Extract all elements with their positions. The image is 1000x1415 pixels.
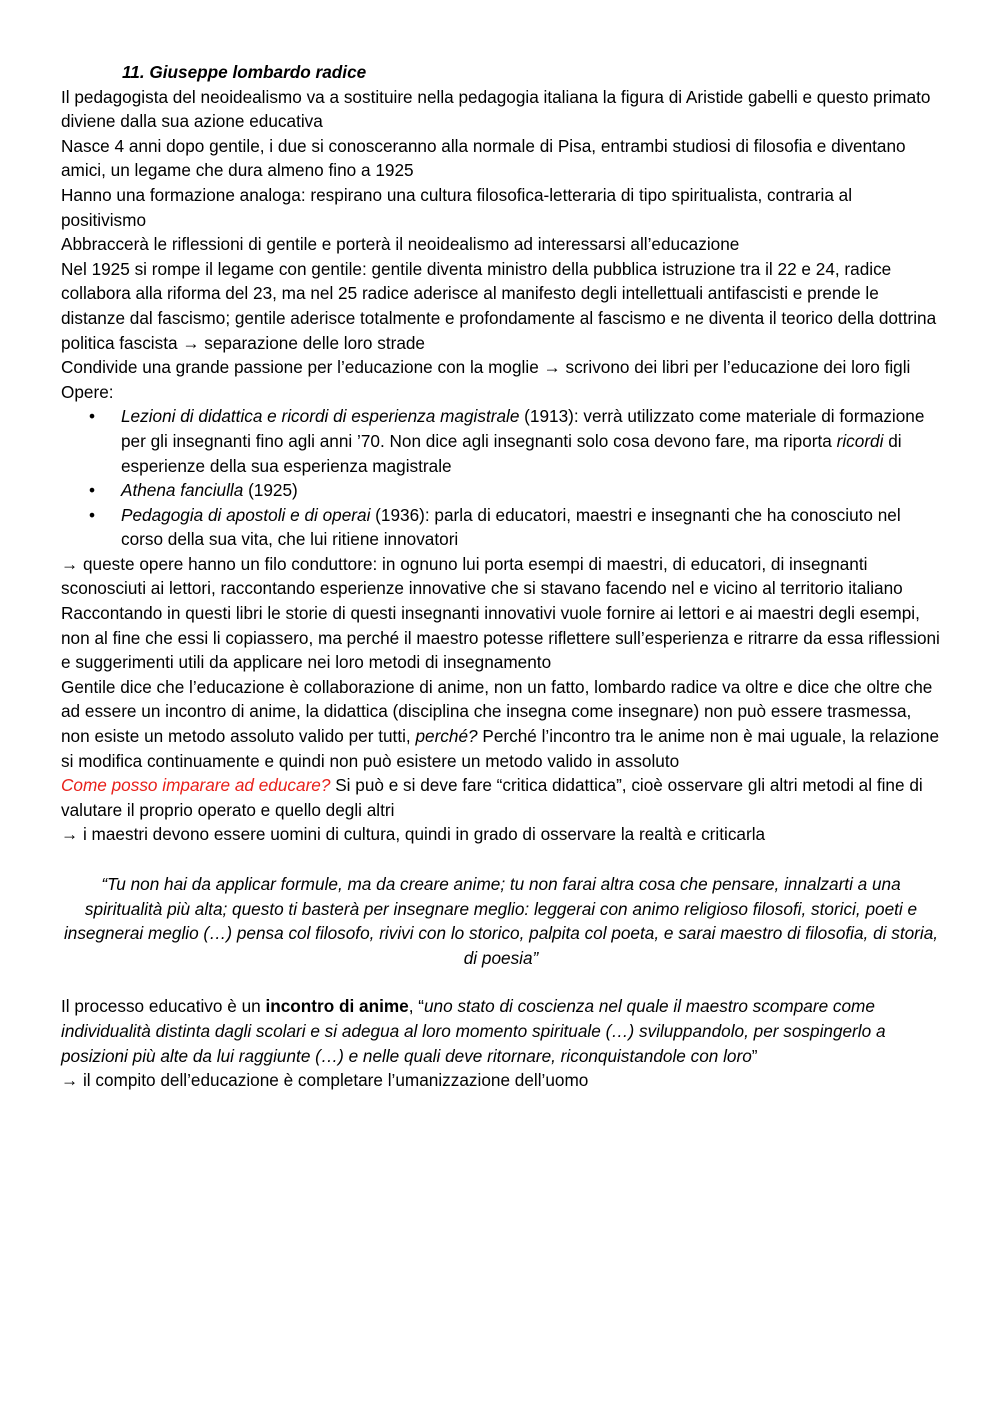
paragraph-stories: Raccontando in questi libri le storie di questi insegnanti innovativi vuole fornire ai lettori e ai maestri degli esempi, non al fine che essi li copiassero, ma perché il maestro potesse riflettere sull’esperienza e ritrarre da essa riflessioni e suggerimenti utili da applicare nei loro metodi di insegnamento — [61, 603, 940, 673]
didactics-text: Gentile dice che l’educazione è collaborazione di anime, non un fatto, lombardo radice va oltre e dice che oltre che ad essere un incontro di anime, la didattica (disciplina che insegna come insegnare) non può essere trasmessa, non esiste un metodo assoluto valido per tutti, — [61, 676, 933, 747]
document-page — [61, 60, 941, 1093]
paragraph-friendship: Nasce 4 anni dopo gentile, i due si conosceranno alla normale di Pisa, entrambi studiosi di filosofia e diventano amici, un legame che dura almeno fino a 1925 — [61, 135, 906, 181]
paragraph-common-thread: → queste opere hanno un filo conduttore: in ognuno lui porta esempi di maestri, di educatori, di insegnanti sconosciuti ai lettori, raccontando esperienze innovative che si stavano facendo nel e vicino al territorio italiano — [61, 553, 903, 599]
bullet-icon: • — [89, 504, 96, 525]
works-list — [61, 404, 941, 552]
bullet-icon: • — [89, 480, 96, 501]
incontro-open-quote: , “ — [408, 996, 424, 1017]
paragraph-formation: Hanno una formazione analoga: respirano una cultura filosofica-letteraria di tipo spiritualista, contraria al positivismo — [61, 184, 853, 230]
paragraph-incontro-anime — [61, 994, 941, 1068]
paragraph-didactics — [61, 675, 941, 773]
paragraph-conclusion: → il compito dell’educazione è completare l’umanizzazione dell’uomo — [61, 1070, 589, 1091]
work-title: Pedagogia di apostoli e di operai — [121, 504, 371, 525]
work-description-end: di esperienze della sua esperienza magistrale — [121, 430, 902, 476]
work-title: Athena fanciulla — [121, 480, 244, 501]
block-quote: “Tu non hai da applicar formule, ma da creare anime; tu non farai altra cosa che pensare, innalzarti a una spiritualità più alta; questo ti basterà per insegnare meglio: leggerai con animo religioso filosofi, storici, poeti e insegnerai meglio (…) pensa col filosofo, rivivi con lo storico, palpita col poeta, e sarai maestro di filosofia, di storia, di poesia” — [63, 874, 939, 968]
work-description: (1913): verrà utilizzato come materiale di formazione per gli insegnanti fino agli anni ’70. Non dice agli insegnanti solo cosa devono fare, ma riporta — [121, 406, 925, 451]
work-title: Lezioni di didattica e ricordi di esperienza magistrale — [121, 406, 520, 427]
bullet-icon: • — [89, 406, 96, 427]
paragraph-neoidealism: Abbraccerà le riflessioni di gentile e porterà il neoidealismo ad interessarsi all’educazione — [61, 234, 740, 255]
paragraph-break-1925: Nel 1925 si rompe il legame con gentile: gentile diventa ministro della pubblica istruzione tra il 22 e 24, radice collabora alla riforma del 23, ma nel 25 radice aderisce al manifesto degli intellettuali antifascisti e prende le distanze dal fascismo; gentile aderisce totalmente e profondamente al fascismo e ne diventa il teorico della dottrina politica fascista → separazione delle loro strade — [61, 258, 937, 353]
incontro-text: Il processo educativo è un — [61, 996, 266, 1017]
paragraph-wife: Condivide una grande passione per l’educazione con la moglie → scrivono dei libri per l’educazione dei loro figli — [61, 357, 911, 378]
work-description: (1936): parla di educatori, maestri e insegnanti che ha conosciuto nel corso della sua vita, che lui ritiene innovatori — [121, 504, 901, 550]
critica-text: Si può e si deve fare “critica didattica”, cioè osservare gli altri metodi al fine di valutare il proprio operato e quello degli altri — [61, 775, 923, 820]
paragraph-teachers-culture: → i maestri devono essere uomini di cultura, quindi in grado di osservare la realtà e criticarla — [61, 824, 766, 845]
paragraph-successor: Il pedagogista del neoidealismo va a sostituire nella pedagogia italiana la figura di Aristide gabelli e questo primato diviene dalla sua azione educativa — [61, 86, 931, 132]
paragraph-critica-didattica — [61, 773, 941, 822]
list-item — [61, 478, 941, 503]
incontro-citation: uno stato di coscienza nel quale il maestro scompare come individualità distinta dagli scolari e si adegua al loro momento spirituale (…) sviluppandolo, per sospingerlo a posizioni più alte da lui raggiunte (…) e nelle quali deve ritornare, riconquistandole con loro — [61, 996, 886, 1066]
list-item — [61, 404, 941, 478]
didactics-answer: Perché l’incontro tra le anime non è mai uguale, la relazione si modifica continuamente e quindi non può esistere un metodo valido in assoluto — [61, 726, 940, 771]
incontro-bold: incontro di anime — [265, 996, 409, 1017]
work-description: (1925) — [243, 480, 298, 501]
section-heading: 11. Giuseppe lombardo radice — [122, 62, 367, 82]
didactics-question: perché? — [415, 726, 478, 747]
highlighted-question: Come posso imparare ad educare? — [61, 775, 331, 796]
list-item — [61, 503, 941, 552]
works-label: Opere: — [61, 381, 114, 402]
work-emphasis: ricordi — [836, 430, 884, 451]
incontro-close-quote: ” — [751, 1045, 758, 1066]
